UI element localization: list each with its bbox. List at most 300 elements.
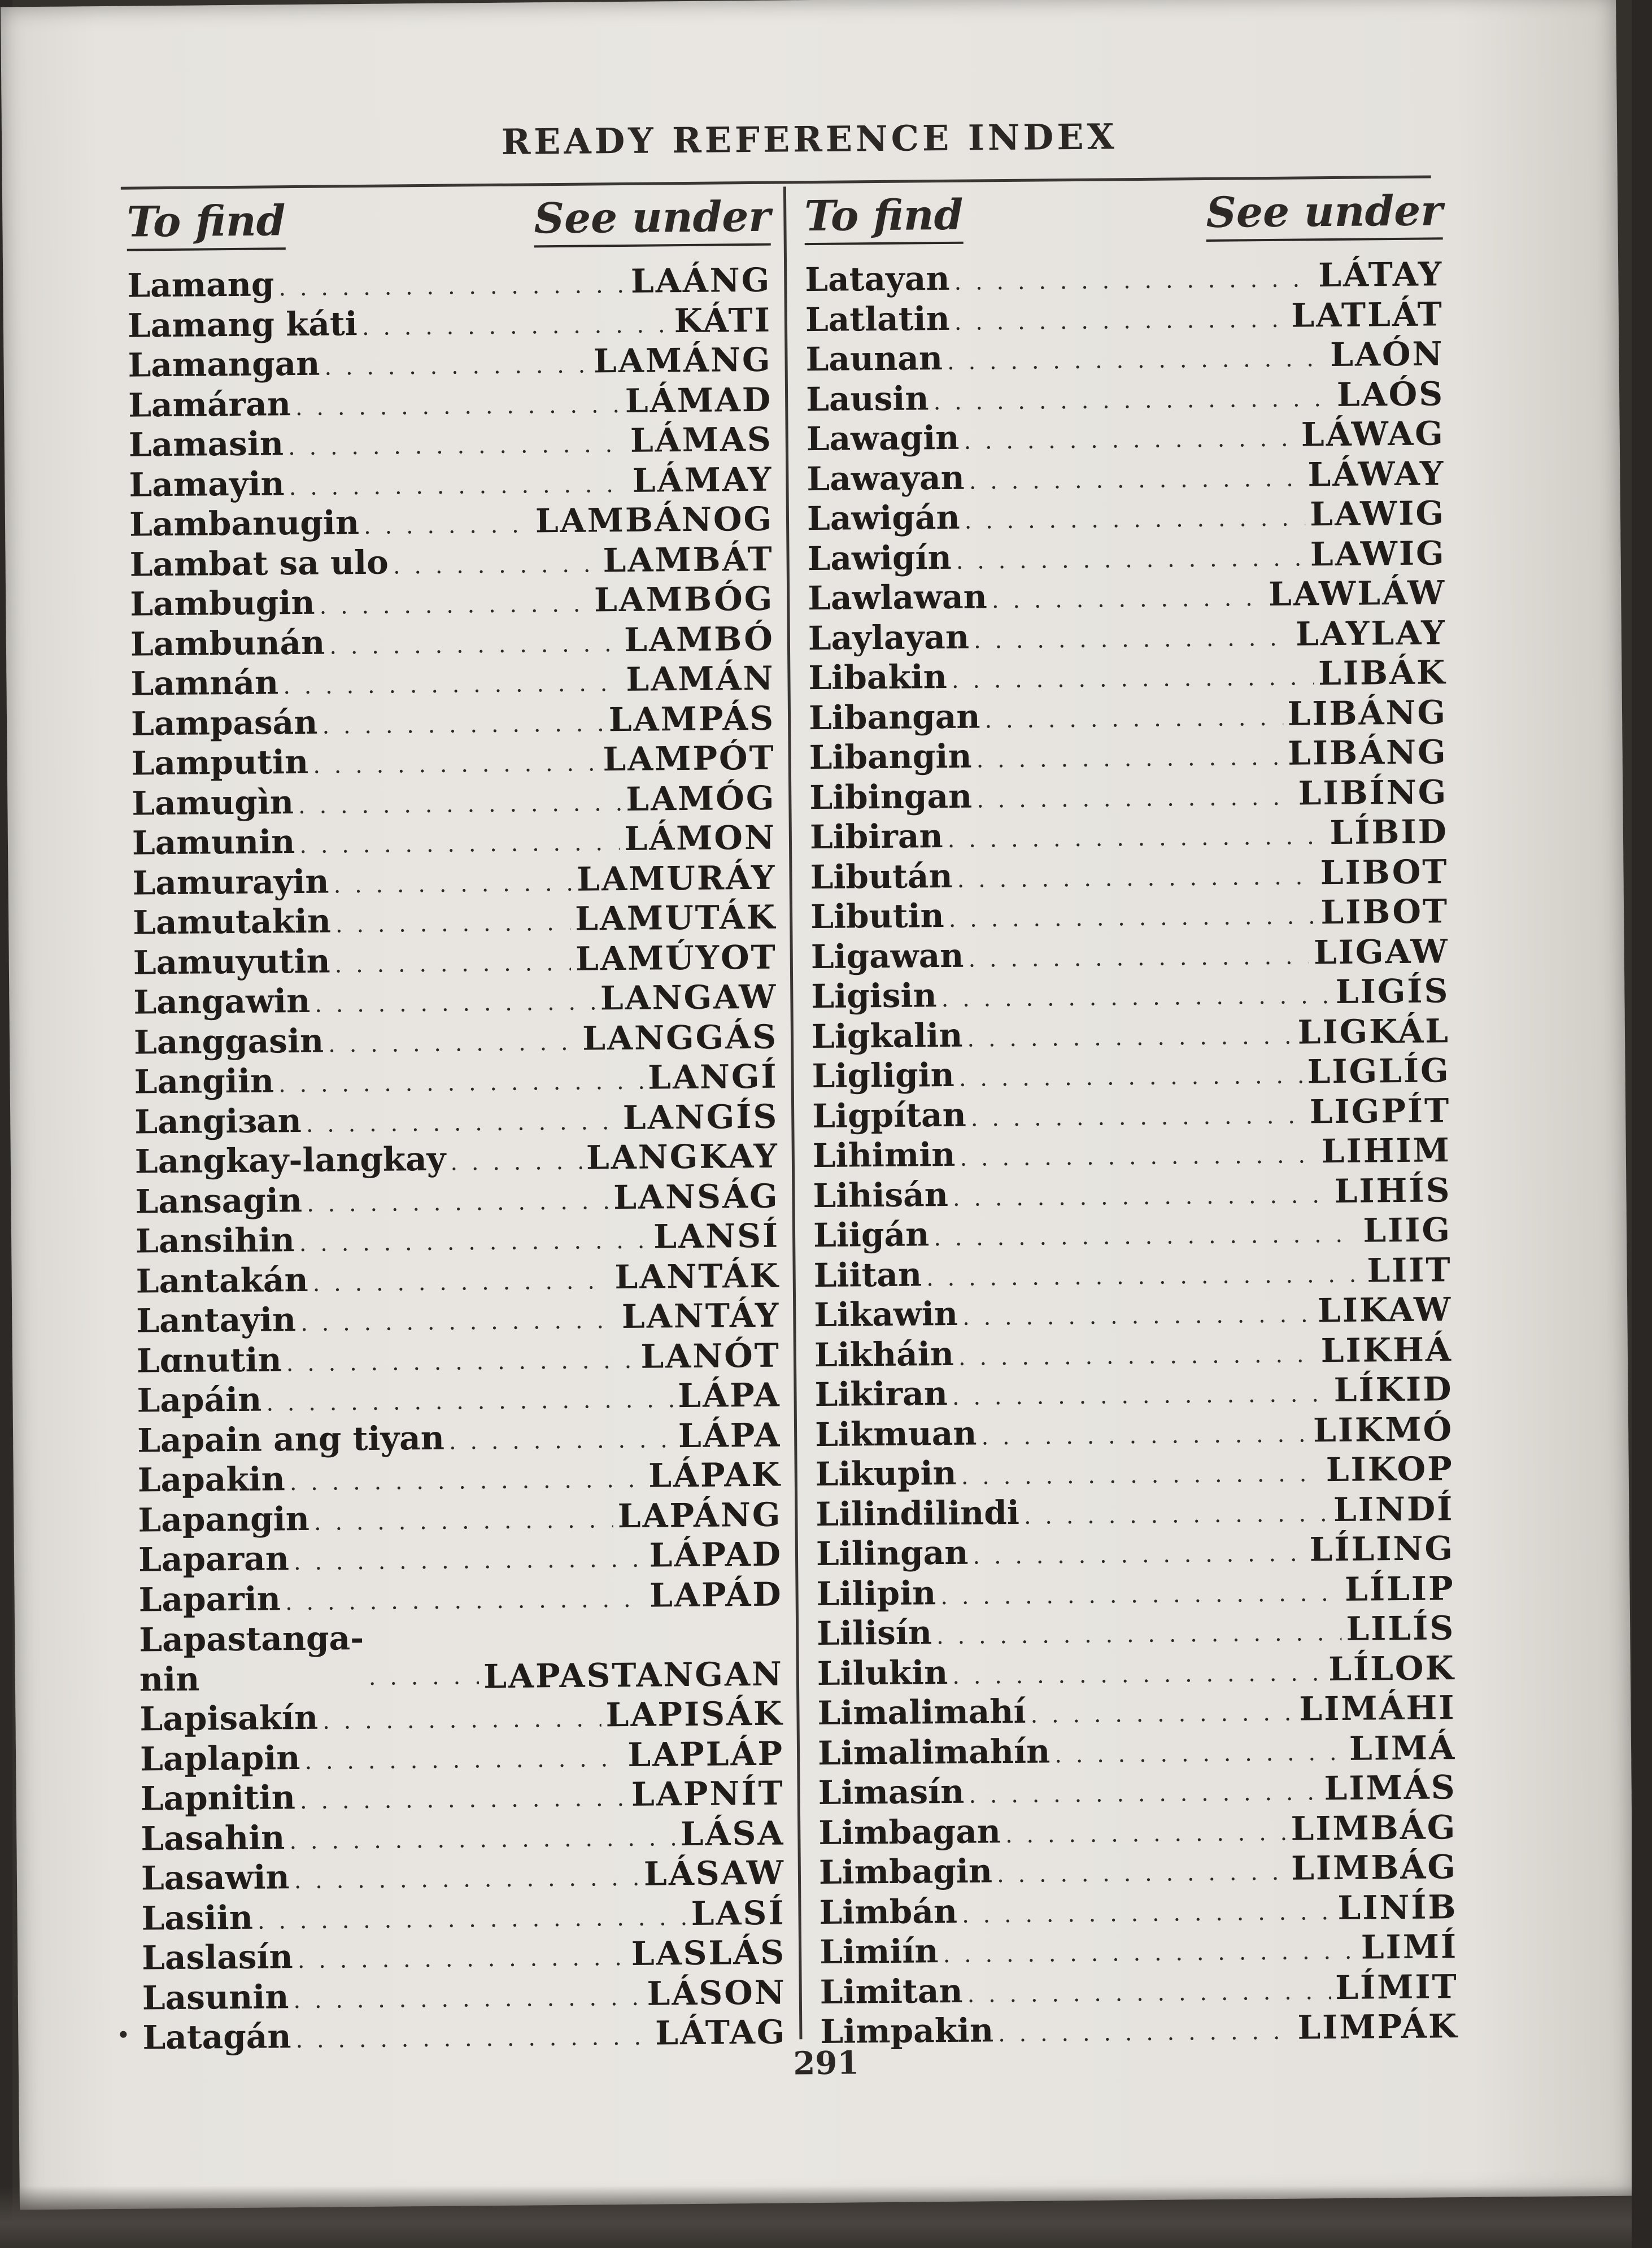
dot-leader bbox=[968, 936, 1309, 977]
entry-see-under: LAMÚYOT bbox=[575, 938, 778, 978]
index-entry bbox=[805, 334, 1444, 379]
entry-term: Latlatin bbox=[805, 299, 950, 339]
see-under-heading: See under bbox=[1206, 186, 1443, 242]
entry-term: Limbán bbox=[819, 1892, 958, 1932]
dot-leader bbox=[324, 345, 589, 385]
entry-see-under: LANTÁK bbox=[614, 1256, 780, 1296]
index-entry bbox=[818, 1807, 1457, 1853]
index-column-left bbox=[127, 193, 787, 2058]
entry-see-under: LAWIG bbox=[1310, 533, 1446, 573]
entry-term: Libakin bbox=[808, 657, 948, 698]
dot-leader bbox=[450, 1142, 582, 1182]
entry-term: Lansihin bbox=[135, 1221, 295, 1261]
entry-see-under: LAYLAY bbox=[1295, 613, 1447, 654]
dot-leader bbox=[976, 738, 1283, 778]
entry-term: Lihimin bbox=[812, 1135, 956, 1175]
entry-see-under: LÁMAD bbox=[625, 380, 773, 420]
index-entry bbox=[140, 1694, 784, 1739]
dot-leader bbox=[306, 1102, 618, 1142]
dot-leader bbox=[956, 538, 1306, 578]
entry-term: Lawigín bbox=[807, 538, 952, 578]
entry-see-under: LAPLÁP bbox=[627, 1734, 784, 1774]
dot-leader bbox=[300, 1301, 617, 1341]
entry-see-under: LÁMAS bbox=[630, 420, 773, 460]
entry-term: Ligligin bbox=[812, 1055, 955, 1096]
entry-see-under: LAPÁD bbox=[649, 1575, 783, 1615]
entry-see-under: LÁSA bbox=[680, 1814, 785, 1853]
entry-term: Launan bbox=[805, 339, 943, 379]
entry-see-under: LIMÁ bbox=[1349, 1728, 1457, 1768]
entry-see-under: LÁWAG bbox=[1301, 414, 1445, 454]
entry-see-under: LANSÍ bbox=[653, 1216, 780, 1256]
dot-leader bbox=[295, 385, 621, 425]
index-entry bbox=[138, 1535, 783, 1580]
entry-see-under: LAMÁNG bbox=[593, 340, 772, 381]
index-entry bbox=[813, 1130, 1452, 1175]
entry-see-under: LANTÁY bbox=[621, 1296, 781, 1336]
index-entry bbox=[141, 1853, 786, 1898]
entry-term: Lamasin bbox=[128, 424, 284, 464]
index-entry bbox=[806, 374, 1445, 419]
dot-leader bbox=[362, 305, 670, 346]
entry-term: Lilipin bbox=[816, 1573, 936, 1613]
page-bottom-shadow bbox=[0, 2186, 1652, 2248]
dot-leader bbox=[285, 1579, 646, 1619]
entry-see-under: LIKOP bbox=[1326, 1449, 1454, 1489]
index-entry bbox=[128, 300, 772, 345]
index-entry bbox=[132, 857, 777, 903]
dot-leader bbox=[952, 1374, 1330, 1414]
entry-see-under: LIMPÁK bbox=[1297, 2007, 1459, 2047]
dot-leader bbox=[314, 1500, 613, 1540]
dot-leader bbox=[984, 698, 1283, 738]
entry-term: Laylayan bbox=[808, 617, 970, 657]
index-entry bbox=[129, 459, 773, 504]
dot-leader bbox=[368, 1657, 479, 1697]
dot-leader bbox=[329, 624, 620, 664]
index-entry bbox=[805, 294, 1444, 339]
entry-term: Ligkalin bbox=[811, 1016, 963, 1056]
entry-see-under: LIGLÍG bbox=[1307, 1051, 1450, 1091]
index-entry bbox=[131, 698, 775, 743]
entry-see-under: LAÓN bbox=[1330, 334, 1444, 374]
dot-leader bbox=[947, 339, 1326, 380]
entry-term: Laslasín bbox=[141, 1937, 293, 1977]
index-entry bbox=[810, 891, 1449, 936]
index-entry bbox=[813, 1250, 1452, 1295]
index-entry bbox=[136, 1216, 780, 1261]
entry-term: Lawayan bbox=[807, 458, 965, 498]
index-entry bbox=[814, 1330, 1453, 1375]
entry-see-under: LATLÁT bbox=[1291, 294, 1444, 335]
entry-term: Lilingan bbox=[816, 1533, 969, 1574]
entry-see-under: LAPASTANGAN bbox=[483, 1654, 784, 1696]
dot-leader bbox=[258, 1898, 687, 1938]
index-entry bbox=[138, 1455, 782, 1500]
index-entry bbox=[807, 454, 1445, 499]
entry-see-under: LIHÍS bbox=[1334, 1170, 1452, 1210]
dot-leader bbox=[959, 1056, 1303, 1096]
entry-term: Langkay-langkay bbox=[134, 1139, 446, 1181]
index-entry bbox=[133, 977, 778, 1022]
entry-see-under: LAPNÍT bbox=[631, 1774, 784, 1814]
entry-see-under: LIBÁNG bbox=[1287, 692, 1448, 733]
dot-leader bbox=[335, 903, 571, 943]
dot-leader bbox=[967, 1972, 1331, 2012]
index-entry bbox=[819, 1847, 1458, 1892]
dot-leader bbox=[278, 1062, 644, 1102]
entry-term: Lantayin bbox=[136, 1300, 297, 1340]
dot-leader bbox=[312, 1261, 611, 1301]
index-entry bbox=[815, 1409, 1454, 1454]
page-number: 291 bbox=[793, 2044, 860, 2083]
dot-leader bbox=[1030, 1693, 1295, 1733]
entry-term: Langiɜan bbox=[134, 1101, 302, 1142]
entry-term: Lausin bbox=[805, 378, 929, 419]
dot-leader bbox=[322, 1699, 601, 1739]
entry-see-under: LANÓT bbox=[640, 1336, 781, 1376]
entry-term: Lasiin bbox=[141, 1898, 254, 1938]
entry-term: Latagán bbox=[142, 2017, 291, 2057]
entry-term: Limbagin bbox=[818, 1851, 993, 1892]
entry-term: Lansagin bbox=[135, 1180, 303, 1221]
dot-leader bbox=[974, 618, 1292, 658]
dot-leader bbox=[981, 1414, 1309, 1454]
entry-term: Lambat sa ulo bbox=[129, 543, 389, 584]
entry-term: Libangan bbox=[808, 696, 980, 737]
dot-leader bbox=[973, 1534, 1305, 1574]
entry-see-under: LASLÁS bbox=[631, 1933, 786, 1973]
index-entry bbox=[132, 778, 776, 823]
index-entry bbox=[130, 579, 774, 624]
entry-see-under: LAWIG bbox=[1309, 494, 1446, 534]
dot-leader bbox=[952, 657, 1314, 698]
entry-see-under: LAMBÁT bbox=[603, 539, 774, 580]
entry-term: Lapáin bbox=[137, 1380, 262, 1420]
entry-see-under: LAMBÓG bbox=[594, 579, 774, 620]
entry-see-under: LAWLÁW bbox=[1268, 573, 1446, 613]
dot-leader bbox=[319, 584, 590, 624]
entry-see-under: LIBOT bbox=[1320, 852, 1449, 892]
index-entry bbox=[135, 1136, 779, 1182]
entry-see-under: LAPÁNG bbox=[617, 1495, 782, 1535]
dot-leader bbox=[997, 1853, 1287, 1893]
index-entry bbox=[137, 1335, 781, 1380]
entry-see-under: LÁTAY bbox=[1318, 255, 1444, 295]
dot-leader bbox=[449, 1420, 674, 1461]
entry-term: Limasín bbox=[818, 1772, 965, 1813]
entry-term: Laplapin bbox=[140, 1738, 300, 1779]
entry-see-under: LIBOT bbox=[1320, 892, 1449, 932]
index-entry bbox=[810, 812, 1449, 857]
entry-see-under: LÁMON bbox=[624, 818, 777, 858]
entry-see-under: LIGPÍT bbox=[1309, 1091, 1451, 1131]
dot-leader bbox=[315, 982, 596, 1022]
dot-leader bbox=[288, 425, 626, 465]
entry-term: Lamnán bbox=[130, 663, 279, 703]
entry-term: Lasunin bbox=[142, 1977, 289, 2017]
entry-see-under: LÁMAY bbox=[632, 460, 773, 500]
entry-see-under: LAÁNG bbox=[630, 260, 771, 300]
dot-leader bbox=[926, 1254, 1363, 1295]
index-entry bbox=[817, 1648, 1456, 1693]
entry-see-under: LÁSON bbox=[647, 1973, 787, 2013]
entry-term: Liitan bbox=[813, 1254, 922, 1295]
column-divider bbox=[783, 186, 803, 2039]
entry-term: Lamuyutin bbox=[133, 942, 330, 982]
index-entry bbox=[133, 898, 777, 943]
dot-leader bbox=[961, 1454, 1322, 1494]
entry-see-under: LAMPÁS bbox=[608, 699, 775, 739]
entry-term: Lamang bbox=[127, 265, 274, 305]
index-entry bbox=[134, 1096, 779, 1142]
index-entry bbox=[141, 1813, 785, 1858]
entry-see-under: LASÍ bbox=[691, 1893, 786, 1933]
dot-leader bbox=[286, 1340, 636, 1380]
dot-leader bbox=[969, 1772, 1320, 1813]
column-header-right bbox=[804, 186, 1443, 260]
dot-leader bbox=[962, 1295, 1314, 1335]
index-entry bbox=[129, 420, 773, 465]
dot-leader bbox=[941, 976, 1331, 1017]
entry-see-under: LIMBÁG bbox=[1291, 1848, 1458, 1888]
entry-see-under: LÁPA bbox=[678, 1375, 781, 1415]
entry-term: Likawin bbox=[814, 1294, 958, 1335]
column-header-left bbox=[127, 193, 771, 266]
entry-see-under: LIMÁS bbox=[1324, 1768, 1457, 1808]
entry-term: Lamurayin bbox=[132, 862, 329, 903]
index-entry bbox=[817, 1688, 1456, 1733]
index-entry bbox=[131, 738, 775, 783]
book-page bbox=[1, 0, 1635, 2210]
index-entry bbox=[818, 1728, 1457, 1773]
index-entry bbox=[816, 1528, 1455, 1574]
entry-term: Lambugin bbox=[129, 583, 315, 624]
dot-leader bbox=[948, 896, 1316, 936]
index-entry bbox=[142, 1972, 786, 2018]
dot-leader bbox=[1024, 1494, 1330, 1534]
entry-see-under: LIKAW bbox=[1317, 1290, 1453, 1330]
entry-term: Langawin bbox=[133, 981, 311, 1022]
entry-term: Lapain ang tiyan bbox=[137, 1418, 445, 1460]
entry-see-under: LAÓS bbox=[1336, 374, 1445, 414]
dot-leader bbox=[294, 1540, 645, 1580]
entry-term: Libangin bbox=[809, 737, 972, 777]
dot-leader bbox=[322, 704, 604, 744]
entry-term: Lamang káti bbox=[127, 304, 358, 345]
index-entry bbox=[817, 1608, 1455, 1653]
entry-term: Lapastanga- nin bbox=[138, 1619, 364, 1699]
entry-see-under: LIBÁK bbox=[1318, 653, 1447, 693]
dot-leader bbox=[1054, 1732, 1345, 1773]
index-entry bbox=[134, 1057, 778, 1102]
entry-see-under: LANGKAY bbox=[586, 1136, 779, 1177]
index-entry bbox=[127, 260, 771, 306]
index-entry bbox=[820, 1967, 1458, 2012]
entry-term: Likiran bbox=[814, 1374, 948, 1414]
entry-see-under: LANGÍS bbox=[622, 1097, 779, 1137]
entry-term: Likupin bbox=[815, 1453, 957, 1494]
dot-leader bbox=[977, 777, 1294, 817]
dot-leader bbox=[313, 743, 599, 783]
dot-leader bbox=[967, 1016, 1293, 1056]
entry-term: Limalimahín bbox=[817, 1731, 1051, 1772]
index-entry bbox=[133, 937, 778, 982]
entry-term: Liigán bbox=[813, 1215, 930, 1255]
index-entry bbox=[136, 1256, 780, 1301]
entry-see-under: LÍLING bbox=[1309, 1529, 1455, 1569]
entry-see-under: LIBÍNG bbox=[1298, 772, 1448, 813]
entry-term: Lambunán bbox=[130, 623, 325, 664]
entry-term: Langiin bbox=[134, 1061, 274, 1101]
entry-term: Laparin bbox=[138, 1579, 281, 1619]
dot-leader bbox=[933, 379, 1332, 420]
index-entry bbox=[807, 533, 1446, 578]
entry-term: Lamunin bbox=[132, 822, 295, 862]
index-entry bbox=[812, 1051, 1450, 1096]
index-entry bbox=[819, 1887, 1458, 1932]
entry-see-under: LILÍS bbox=[1346, 1609, 1455, 1648]
entry-see-under: LÍLIP bbox=[1344, 1569, 1455, 1609]
entry-see-under: KÁTI bbox=[674, 300, 772, 340]
dot-leader bbox=[940, 1573, 1341, 1614]
entry-see-under: LAMBÓ bbox=[624, 619, 775, 659]
entry-term: Limalimahí bbox=[817, 1692, 1026, 1733]
entry-see-under: LÍLOK bbox=[1328, 1648, 1456, 1688]
dot-leader bbox=[964, 498, 1305, 538]
entry-see-under: LANSÁG bbox=[613, 1177, 779, 1217]
dot-leader bbox=[333, 863, 572, 903]
entry-see-under: LÁWAY bbox=[1307, 454, 1445, 494]
entry-see-under: LANGGÁS bbox=[582, 1017, 778, 1058]
dot-leader bbox=[952, 1653, 1324, 1693]
entry-see-under: LINÍB bbox=[1337, 1887, 1458, 1927]
entry-term: Lambanugin bbox=[129, 503, 360, 544]
dot-leader bbox=[278, 265, 626, 306]
dot-leader bbox=[954, 259, 1314, 299]
dot-leader bbox=[266, 1380, 674, 1421]
index-entry bbox=[809, 732, 1448, 777]
page-speck bbox=[120, 2031, 127, 2038]
index-entry bbox=[139, 1614, 783, 1700]
entry-term: Lamugìn bbox=[132, 782, 294, 823]
entry-term: Likháin bbox=[814, 1334, 954, 1374]
entry-see-under: LIKMÓ bbox=[1313, 1409, 1454, 1449]
dot-leader bbox=[953, 1175, 1330, 1216]
dot-leader bbox=[962, 1892, 1333, 1932]
entry-see-under: LÁSAW bbox=[643, 1853, 786, 1893]
index-entry bbox=[134, 1017, 778, 1062]
index-column-right bbox=[804, 186, 1459, 2051]
dot-leader bbox=[943, 1932, 1357, 1972]
index-entry bbox=[807, 493, 1446, 538]
entry-term: Laparan bbox=[138, 1539, 290, 1579]
entry-term: Lapisakín bbox=[140, 1698, 319, 1739]
entry-see-under: LANGÍ bbox=[647, 1057, 778, 1097]
dot-leader bbox=[289, 464, 628, 504]
entry-term: Limpakin bbox=[820, 2011, 994, 2051]
entry-term: Lawagin bbox=[806, 418, 960, 459]
index-entry bbox=[816, 1489, 1454, 1534]
entry-term: Lilisín bbox=[816, 1613, 932, 1653]
dot-leader bbox=[300, 1779, 627, 1819]
entry-term: Lamayin bbox=[129, 464, 285, 504]
entry-term: Lawigán bbox=[807, 498, 960, 538]
entry-see-under: LIKHÁ bbox=[1320, 1330, 1453, 1370]
entry-term: Libiran bbox=[809, 817, 943, 857]
index-entry bbox=[138, 1495, 782, 1540]
index-entry bbox=[812, 1091, 1451, 1136]
dot-leader bbox=[304, 1739, 624, 1779]
entry-term: Likmuan bbox=[814, 1414, 977, 1454]
header-rule bbox=[121, 175, 1431, 189]
entry-term: Lilindilindi bbox=[816, 1493, 1020, 1533]
index-entry bbox=[808, 652, 1447, 698]
entry-see-under: LÁPAK bbox=[648, 1455, 782, 1495]
entry-see-under: LAMUTÁK bbox=[574, 898, 777, 938]
entry-term: Lapakin bbox=[137, 1460, 285, 1500]
index-entry bbox=[135, 1176, 779, 1221]
entry-see-under: LIGKÁL bbox=[1297, 1011, 1450, 1052]
dot-leader bbox=[954, 299, 1287, 339]
entry-term: Limbagan bbox=[818, 1811, 1001, 1852]
entry-see-under: LIIT bbox=[1367, 1250, 1452, 1290]
entry-see-under: LAMBÁNOG bbox=[535, 499, 774, 541]
entry-see-under: LIBÁNG bbox=[1287, 733, 1448, 773]
entry-term: Lilukin bbox=[817, 1653, 948, 1693]
dot-leader bbox=[283, 664, 622, 704]
index-entry bbox=[130, 618, 775, 664]
entry-see-under: LIMÍ bbox=[1361, 1927, 1458, 1967]
index-entry bbox=[816, 1569, 1455, 1614]
dot-leader bbox=[299, 1221, 649, 1261]
entry-see-under: LIGAW bbox=[1313, 931, 1450, 971]
dot-leader bbox=[992, 578, 1265, 618]
entry-term: Ligisin bbox=[811, 976, 937, 1016]
dot-leader bbox=[364, 505, 531, 544]
dot-leader bbox=[294, 1858, 639, 1898]
entry-see-under: LAMÓG bbox=[625, 778, 776, 818]
dot-leader bbox=[289, 1460, 644, 1500]
to-find-heading: To find bbox=[127, 197, 286, 251]
entry-see-under: LÁPA bbox=[678, 1415, 782, 1455]
entry-term: Ligpítan bbox=[812, 1095, 967, 1135]
entry-term: Latayan bbox=[805, 259, 950, 299]
index-entry bbox=[129, 499, 774, 544]
entry-see-under: LÁPAD bbox=[649, 1535, 783, 1575]
entry-term: Lamputin bbox=[131, 742, 309, 783]
index-entry bbox=[810, 931, 1449, 977]
entry-see-under: LÍMIT bbox=[1335, 1967, 1459, 2007]
entry-see-under: LANGAW bbox=[600, 977, 778, 1018]
dot-leader bbox=[970, 1096, 1305, 1136]
dot-leader bbox=[957, 857, 1316, 897]
entry-term: Ligawan bbox=[810, 936, 964, 976]
index-entry bbox=[813, 1210, 1452, 1255]
index-entry bbox=[129, 539, 774, 584]
index-entry bbox=[137, 1375, 781, 1421]
index-entry bbox=[130, 659, 775, 704]
dot-leader bbox=[947, 817, 1325, 857]
entry-see-under: LIIG bbox=[1363, 1210, 1452, 1250]
entry-term: Limiín bbox=[819, 1932, 939, 1972]
index-entry bbox=[813, 1170, 1452, 1216]
dot-leader bbox=[307, 1182, 609, 1222]
entry-see-under: LAMURÁY bbox=[576, 858, 777, 899]
index-entry bbox=[137, 1415, 782, 1460]
index-entry bbox=[811, 971, 1450, 1016]
index-entry bbox=[815, 1449, 1454, 1494]
